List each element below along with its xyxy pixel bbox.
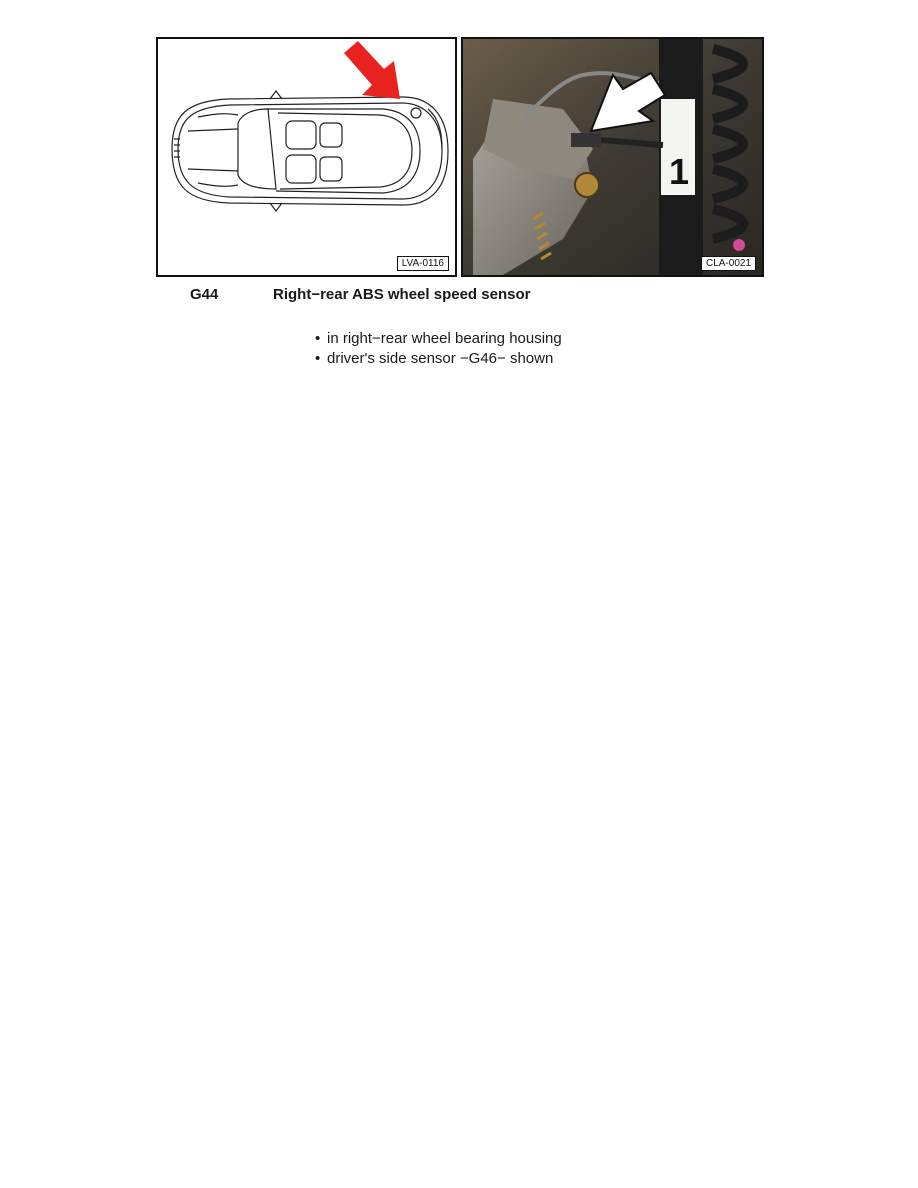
component-title: Right−rear ABS wheel speed sensor	[273, 286, 531, 303]
shock-tag-number: 1	[669, 151, 690, 192]
car-top-view-drawing	[158, 39, 455, 275]
location-notes-list	[315, 329, 562, 369]
list-item	[315, 329, 562, 349]
note-text: in right−rear wheel bearing housing	[327, 330, 562, 347]
component-code: G44	[190, 286, 219, 303]
sensor-photo-figure	[461, 37, 764, 277]
location-arrow	[344, 41, 400, 99]
figure-id-label: CLA-0021	[701, 256, 756, 271]
sensor-photo	[463, 39, 762, 275]
bullet-icon: •	[315, 350, 321, 367]
car-location-figure	[156, 37, 457, 277]
bullet-icon: •	[315, 330, 321, 347]
figure-id-label: LVA-0116	[397, 256, 449, 271]
list-item	[315, 349, 562, 369]
note-text: driver's side sensor −G46− shown	[327, 350, 554, 367]
